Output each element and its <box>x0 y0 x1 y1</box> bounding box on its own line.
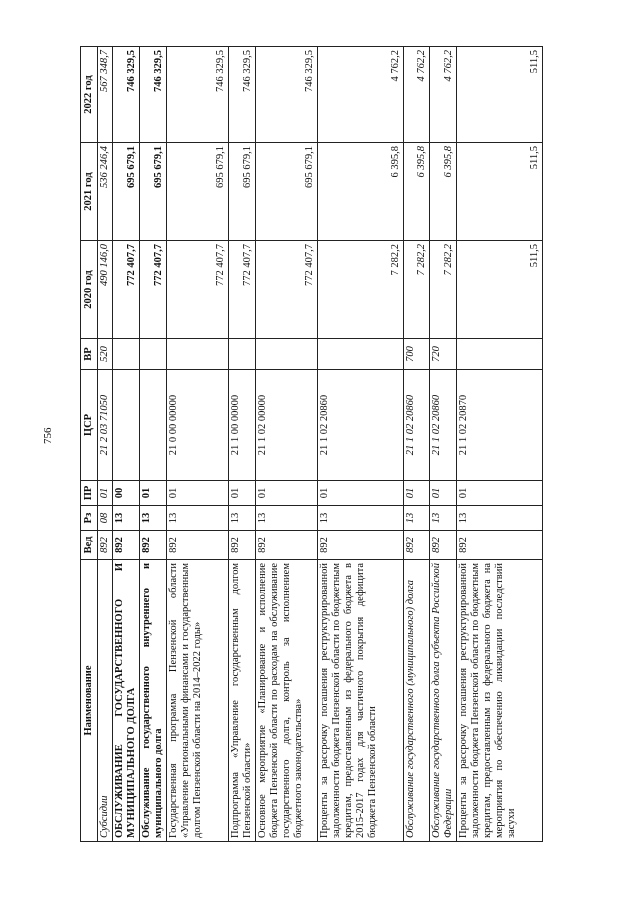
cell-csr <box>113 370 140 481</box>
budget-table-container <box>80 47 558 842</box>
cell-y2022: 4 762,2 <box>430 47 457 143</box>
cell-y2021: 695 679,1 <box>167 143 229 241</box>
cell-name: Основное мероприятие «Планирование и исполнение бюджета Пензенской области по расходам на обслуживание государственного долга, контроль за исполнением бюджетного законодательства» <box>256 560 318 842</box>
cell-rz: 13 <box>256 506 318 531</box>
cell-name: Проценты за рассрочку погашения реструктурированной задолженности бюджета Пензенской области по бюджетным кредитам, предоставленным из федерального бюджета на мероприятия по обеспечению ликвидации последствий засухи <box>457 560 543 842</box>
cell-y2020: 7 282,2 <box>430 241 457 339</box>
cell-ved: 892 <box>318 531 404 560</box>
cell-vr: 700 <box>404 339 430 370</box>
table-row <box>167 47 229 842</box>
cell-y2022: 4 762,2 <box>318 47 404 143</box>
cell-y2022: 746 329,5 <box>167 47 229 143</box>
cell-vr <box>140 339 167 370</box>
cell-y2022: 746 329,5 <box>113 47 140 143</box>
cell-vr <box>318 339 404 370</box>
cell-y2021: 6 395,8 <box>404 143 430 241</box>
cell-vr <box>229 339 256 370</box>
cell-ved: 892 <box>430 531 457 560</box>
cell-y2020: 772 407,7 <box>229 241 256 339</box>
cell-rz: 13 <box>113 506 140 531</box>
page-number: 756 <box>42 427 54 444</box>
cell-y2021: 695 679,1 <box>229 143 256 241</box>
table-row <box>430 47 457 842</box>
cell-rz: 13 <box>229 506 256 531</box>
cell-pr: 01 <box>229 481 256 506</box>
cell-y2020: 772 407,7 <box>140 241 167 339</box>
header-cell: Наименование <box>81 560 98 842</box>
table-row <box>318 47 404 842</box>
cell-name: Подпрограмма «Управление государственным долгом Пензенской области» <box>229 560 256 842</box>
cell-y2021: 511,5 <box>457 143 543 241</box>
cell-csr: 21 1 02 00000 <box>256 370 318 481</box>
cell-pr: 00 <box>113 481 140 506</box>
cell-ved: 892 <box>140 531 167 560</box>
cell-pr: 01 <box>404 481 430 506</box>
cell-csr <box>140 370 167 481</box>
table-body <box>98 47 543 842</box>
cell-y2020: 490 146,0 <box>98 241 113 339</box>
cell-y2022: 4 762,2 <box>404 47 430 143</box>
table-row <box>98 47 113 842</box>
cell-y2020: 772 407,7 <box>256 241 318 339</box>
cell-vr <box>167 339 229 370</box>
header-cell: 2022 год <box>81 47 98 143</box>
cell-rz: 13 <box>140 506 167 531</box>
table-row <box>256 47 318 842</box>
cell-name: Обслуживание государственного долга субъекта Российской Федерации <box>430 560 457 842</box>
cell-y2020: 772 407,7 <box>167 241 229 339</box>
header-cell: ВР <box>81 339 98 370</box>
cell-csr: 21 1 02 20860 <box>430 370 457 481</box>
cell-pr: 01 <box>256 481 318 506</box>
cell-y2021: 695 679,1 <box>113 143 140 241</box>
cell-pr: 01 <box>98 481 113 506</box>
cell-pr: 01 <box>167 481 229 506</box>
cell-vr: 520 <box>98 339 113 370</box>
table-row <box>404 47 430 842</box>
header-cell: Рз <box>81 506 98 531</box>
cell-rz: 13 <box>457 506 543 531</box>
header-cell: Вед <box>81 531 98 560</box>
cell-y2022: 746 329,5 <box>229 47 256 143</box>
cell-csr: 21 0 00 00000 <box>167 370 229 481</box>
cell-y2022: 746 329,5 <box>140 47 167 143</box>
cell-ved: 892 <box>256 531 318 560</box>
cell-y2021: 695 679,1 <box>140 143 167 241</box>
cell-y2020: 7 282,2 <box>404 241 430 339</box>
cell-vr <box>457 339 543 370</box>
cell-y2020: 7 282,2 <box>318 241 404 339</box>
cell-rz: 13 <box>430 506 457 531</box>
table-row <box>113 47 140 842</box>
cell-csr: 21 1 02 20860 <box>318 370 404 481</box>
cell-ved: 892 <box>98 531 113 560</box>
cell-csr: 21 1 02 20860 <box>404 370 430 481</box>
cell-name: ОБСЛУЖИВАНИЕ ГОСУДАРСТВЕННОГО И МУНИЦИПАЛЬНОГО ДОЛГА <box>113 560 140 842</box>
cell-pr: 01 <box>457 481 543 506</box>
cell-rz: 13 <box>318 506 404 531</box>
cell-pr: 01 <box>430 481 457 506</box>
table-row <box>457 47 543 842</box>
cell-y2021: 6 395,8 <box>430 143 457 241</box>
cell-y2021: 536 246,4 <box>98 143 113 241</box>
cell-name: Проценты за рассрочку погашения реструктурированной задолженности бюджета Пензенской области по бюджетным кредитам, предоставленным из федерального бюджета в 2015-2017 годах для частичного покрытия дефицита бюджета Пензенской области <box>318 560 404 842</box>
table-row <box>140 47 167 842</box>
cell-y2022: 567 348,7 <box>98 47 113 143</box>
cell-name: Государственная программа Пензенской области «Управление региональными финансами и государственным долгом Пензенской области на 2014–2022 годы» <box>167 560 229 842</box>
cell-csr: 21 1 00 00000 <box>229 370 256 481</box>
header-cell: 2020 год <box>81 241 98 339</box>
cell-name: Обслуживание государственного внутреннего и муниципального долга <box>140 560 167 842</box>
table-row <box>229 47 256 842</box>
cell-vr: 720 <box>430 339 457 370</box>
cell-y2021: 6 395,8 <box>318 143 404 241</box>
cell-pr: 01 <box>140 481 167 506</box>
header-cell: 2021 год <box>81 143 98 241</box>
cell-y2020: 511,5 <box>457 241 543 339</box>
cell-y2021: 695 679,1 <box>256 143 318 241</box>
cell-pr: 01 <box>318 481 404 506</box>
table-header-row <box>81 47 98 842</box>
header-cell: ЦСР <box>81 370 98 481</box>
cell-name: Субсидии <box>98 560 113 842</box>
cell-ved: 892 <box>457 531 543 560</box>
cell-ved: 892 <box>113 531 140 560</box>
header-cell: ПР <box>81 481 98 506</box>
cell-y2020: 772 407,7 <box>113 241 140 339</box>
cell-vr <box>256 339 318 370</box>
cell-rz: 13 <box>404 506 430 531</box>
cell-y2022: 511,5 <box>457 47 543 143</box>
cell-name: Обслуживание государственного (муниципального) долга <box>404 560 430 842</box>
cell-rz: 08 <box>98 506 113 531</box>
cell-y2022: 746 329,5 <box>256 47 318 143</box>
cell-rz: 13 <box>167 506 229 531</box>
cell-ved: 892 <box>167 531 229 560</box>
cell-vr <box>113 339 140 370</box>
cell-csr: 21 1 02 20870 <box>457 370 543 481</box>
budget-table <box>80 46 543 842</box>
cell-ved: 892 <box>229 531 256 560</box>
cell-csr: 21 2 03 71050 <box>98 370 113 481</box>
cell-ved: 892 <box>404 531 430 560</box>
